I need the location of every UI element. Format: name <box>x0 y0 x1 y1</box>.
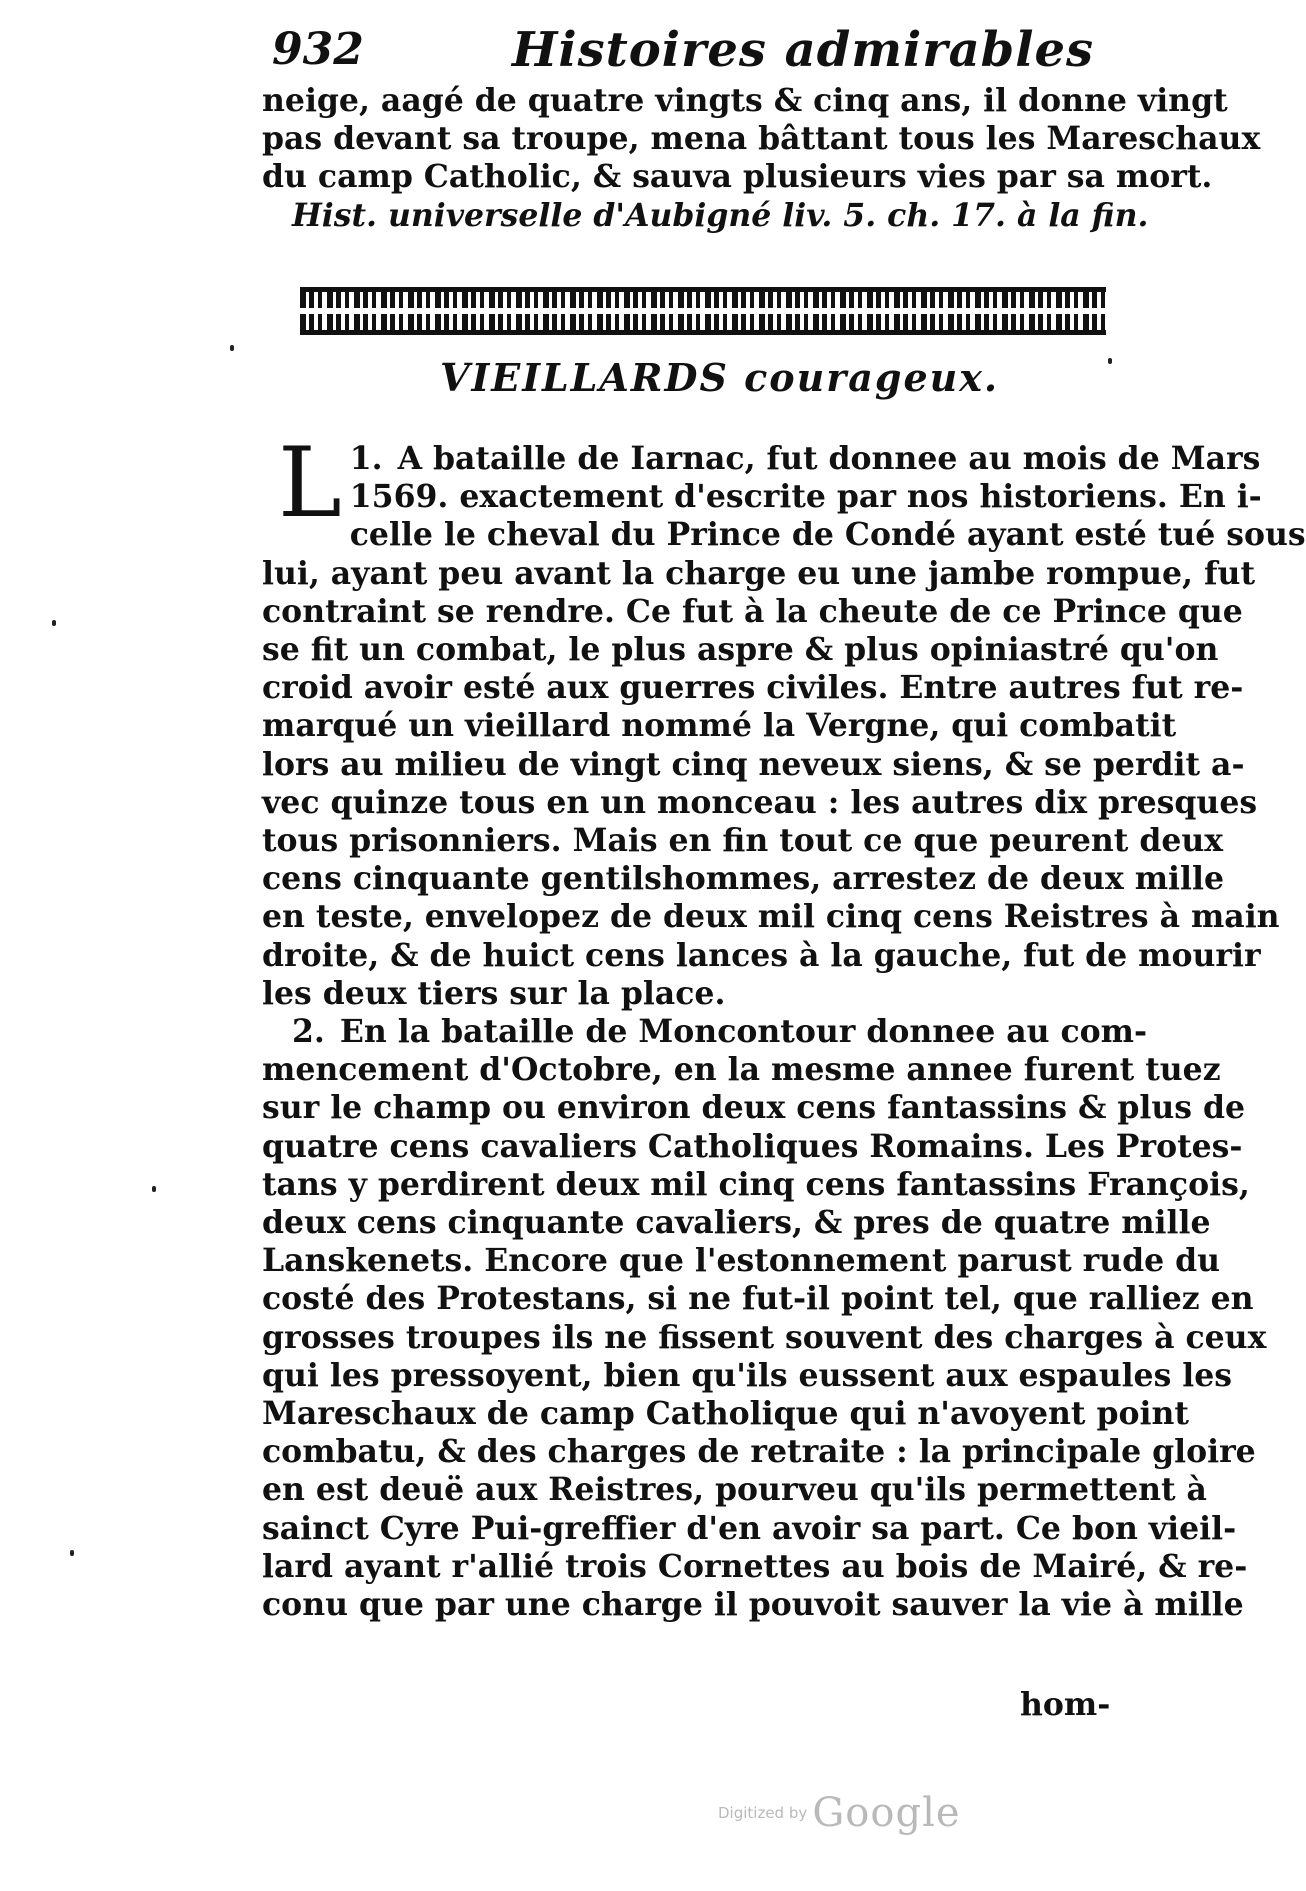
drop-cap: L <box>278 427 342 539</box>
text-line: combatu, & des charges de retraite : la principale gloire <box>262 1433 1256 1471</box>
text-line: sainct Cyre Pui-greffier d'en avoir sa part. Ce bon vieil- <box>262 1509 1237 1547</box>
main-text <box>262 427 1306 1624</box>
ornamental-band <box>300 287 1106 335</box>
text-line: conu que par une charge il pouvoit sauver la vie à mille <box>262 1586 1244 1624</box>
text-line: croid avoir esté aux guerres civiles. Entre autres fut re- <box>262 669 1244 707</box>
continued-text <box>262 82 1261 235</box>
text-fragment: A bataille de Iarnac, fut donnee au mois de Mars <box>397 440 1261 477</box>
print-speck <box>230 345 234 351</box>
text-line: se fit un combat, le plus aspre & plus opiniastré qu'on <box>262 631 1219 669</box>
paragraph-number: 1. <box>349 440 383 477</box>
text-line: les deux tiers sur la place. <box>262 974 726 1012</box>
running-title: Histoires admirables <box>512 22 1095 78</box>
text-line: lui, ayant peu avant la charge eu une jambe rompue, fut <box>262 554 1255 592</box>
text-line: deux cens cinquante cavaliers, & pres de quatre mille <box>262 1204 1211 1242</box>
text-line: Lanskenets. Encore que l'estonnement parust rude du <box>262 1242 1221 1280</box>
text-line: Mareschaux de camp Catholique qui n'avoyent point <box>262 1395 1189 1433</box>
text-line: lard ayant r'allié trois Cornettes au bois de Mairé, & re- <box>262 1547 1248 1585</box>
watermark-brand: Google <box>812 1790 961 1836</box>
text-line: 1569. exactement d'escrite par nos historiens. En i- <box>349 478 1262 516</box>
text-line: lors au milieu de vingt cinq neveux siens, & se perdit a- <box>262 745 1245 783</box>
text-line: mencement d'Octobre, en la mesme annee furent tuez <box>262 1051 1221 1089</box>
text-line: cens cinquante gentilshommes, arrestez de deux mille <box>262 860 1224 898</box>
text-line: celle le cheval du Prince de Condé ayant esté tué sous <box>349 516 1306 554</box>
text-line: vec quinze tous en un monceau : les autres dix presques <box>262 783 1258 821</box>
print-speck <box>52 620 56 626</box>
text-line: contraint se rendre. Ce fut à la cheute de ce Prince que <box>262 592 1243 630</box>
text-line: qui les pressoyent, bien qu'ils eussent aux espaules les <box>262 1356 1233 1394</box>
digitization-watermark <box>718 1790 961 1836</box>
text-fragment: En la bataille de Moncontour donnee au com- <box>339 1013 1148 1051</box>
text-line: neige, aagé de quatre vingts & cinq ans, il donne vingt <box>262 82 1228 119</box>
text-line: marqué un vieillard nommé la Vergne, qui combatit <box>262 707 1177 745</box>
text-line <box>262 440 1261 478</box>
text-line: droite, & de huict cens lances à la gauche, fut de mourir <box>262 936 1261 974</box>
print-speck <box>1108 358 1112 364</box>
watermark-prefix: Digitized by <box>718 1804 808 1822</box>
text-line: en est deuë aux Reistres, pourveu qu'ils permettent à <box>262 1471 1207 1509</box>
text-line: en teste, envelopez de deux mil cinq cens Reistres à main <box>262 898 1280 936</box>
section-title: VIEILLARDS courageux. <box>440 355 1000 400</box>
print-speck <box>70 1550 74 1556</box>
print-speck <box>152 1186 156 1192</box>
text-line: pas devant sa troupe, mena bâttant tous les Mareschaux <box>262 120 1261 158</box>
text-line: costé des Protestans, si ne fut-il point tel, que ralliez en <box>262 1280 1254 1318</box>
text-line <box>262 1013 1148 1051</box>
page-header <box>272 18 1112 78</box>
citation: Hist. universelle d'Aubigné liv. 5. ch. 17. à la fin. <box>292 196 1149 234</box>
page-number: 932 <box>272 24 364 75</box>
text-line: quatre cens cavaliers Catholiques Romains. Les Protes- <box>262 1127 1243 1165</box>
text-line: du camp Catholic, & sauva plusieurs vies par sa mort. <box>262 158 1213 196</box>
paragraph-1 <box>262 427 1306 1013</box>
catchword: hom- <box>1020 1686 1111 1723</box>
paragraph-2 <box>262 1013 1267 1624</box>
text-line: sur le champ ou environ deux cens fantassins & plus de <box>262 1089 1246 1127</box>
text-line: grosses troupes ils ne fissent souvent des charges à ceux <box>262 1318 1267 1356</box>
text-line: tous prisonniers. Mais en fin tout ce que peurent deux <box>262 822 1224 860</box>
text-line: tans y perdirent deux mil cinq cens fantassins François, <box>262 1165 1250 1203</box>
paragraph-number: 2. <box>292 1013 325 1051</box>
